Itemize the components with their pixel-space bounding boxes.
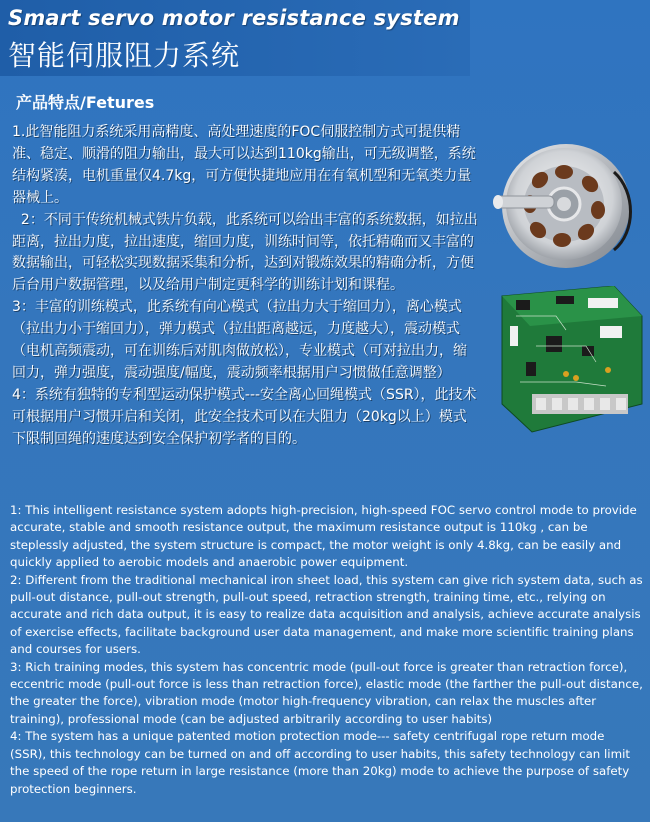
servo-motor-image [486,132,636,282]
features-heading: 产品特点/Fetures [16,93,155,112]
features-english [10,502,644,798]
feature-cn-2: 2：不同于传统机械式铁片负载，此系统可以给出丰富的系统数据，如拉出距离，拉出力度，拉出速度，缩回力度，训练时间等，依托精确而又丰富的数据输出，可轻松实现数据采集和分析，达到对锻炼效果的精确分析，方便后台用户数据管理，以及给用户制定更科学的训练计划和课程。 [12,211,478,294]
feature-cn-4: 4：系统有独特的专利型运动保护模式---安全离心回绳模式（SSR），此技术可根据用户习惯开启和关闭，此安全技术可以在大阻力（20kg以上）模式下限制回绳的速度达到安全保护初学者的目的。 [12,386,477,447]
feature-en-1: 1: This intelligent resistance system adopts high-precision, high-speed FOC servo control mode to provide accurate, stable and smooth resistance output, the maximum resistance output is 110kg , can be steplessly adjusted, the system structure is compact, the motor weight is only 4.8kg, can be easily and quickly applied to aerobic models and anaerobic power equipment. [10,503,637,570]
header-banner [0,0,470,76]
feature-en-3: 3: Rich training modes, this system has concentric mode (pull-out force is greater than retraction force), eccentric mode (pull-out force is less than retraction force), elastic mode (the farther the pull-out distance, the greater the force), vibration mode (motor high-frequency vibration, can relax the muscles after training), professional mode (can be adjusted arbitrarily according to user habits) [10,659,643,726]
feature-en-4: 4: The system has a unique patented motion protection mode--- safety centrifugal rope return mode (SSR), this technology can be turned on and off according to user habits, this safety technology can limit the speed of the rope return in large resistance (more than 20kg) mode to achieve the purpose of safety protection beginners. [10,729,630,796]
feature-cn-3: 3：丰富的训练模式，此系统有向心模式（拉出力大于缩回力），离心模式（拉出力小于缩回力），弹力模式（拉出距离越远，力度越大），震动模式（电机高频震动，可在训练后对肌肉做放松），专业模式（可对拉出力，缩回力，弹力强度，震动强度/幅度，震动频率根据用户习惯做任意调整） [12,299,467,381]
features-chinese [12,122,480,451]
title-english: Smart servo motor resistance system [8,6,460,30]
feature-en-2: 2: Different from the traditional mechanical iron sheet load, this system can give rich system data, such as pull-out distance, pull-out strength, pull-out speed, retraction strength, training time, etc., relying on accurate and rich data output, it is easy to realize data acquisition and analysis, achieve accurate analysis of exercise effects, facilitate background user data management, and make more scientific training plans and courses for users. [10,572,643,657]
circuit-board-image [496,286,644,436]
title-chinese: 智能伺服阻力系统 [8,39,241,72]
feature-cn-1: 1.此智能阻力系统采用高精度、高处理速度的FOC伺服控制方式可提供精准、稳定、顺滑的阻力输出，最大可以达到110kg输出，可无级调整，系统结构紧凑，电机重量仅4.7kg，可方便快捷地应用在有氧机型和无氧类力量器械上。 [12,124,476,206]
